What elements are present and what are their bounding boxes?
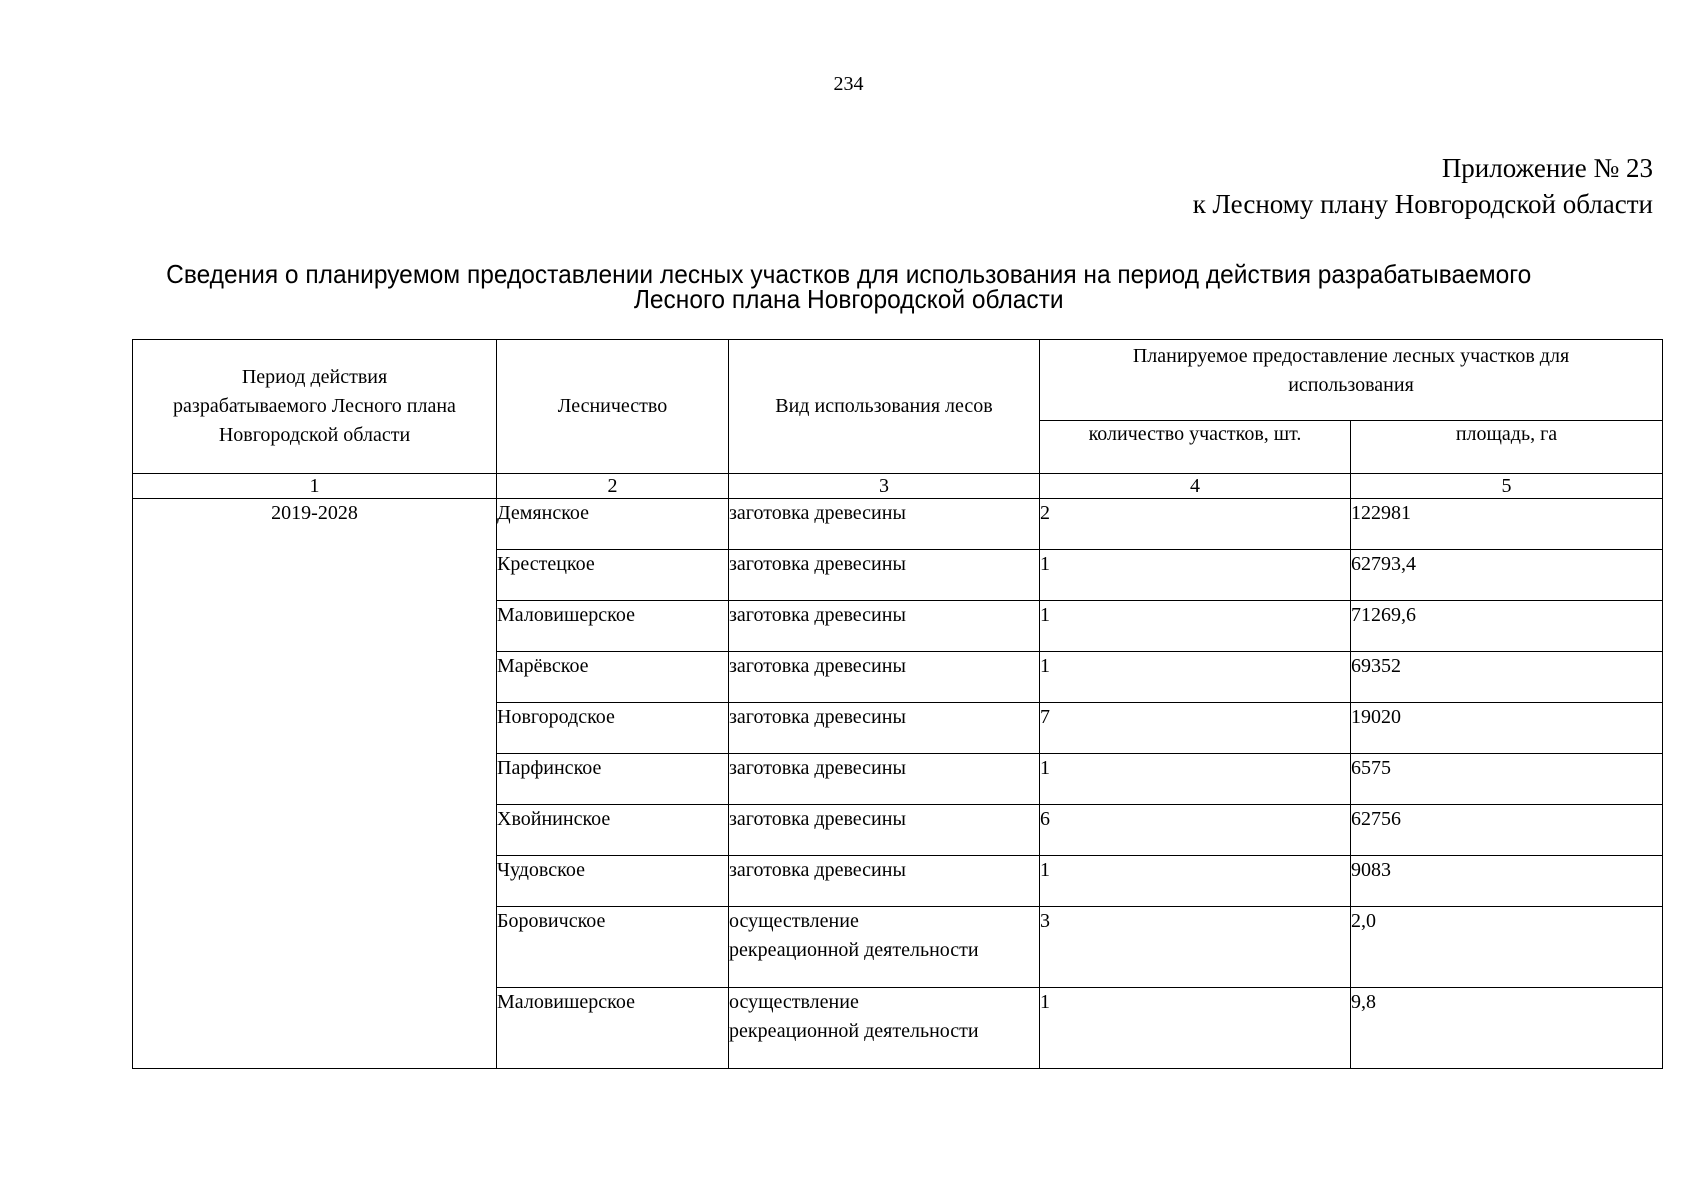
usage-cell: заготовка древесины	[729, 805, 1040, 856]
count-cell: 7	[1040, 703, 1351, 754]
forestry-cell: Чудовское	[497, 856, 729, 907]
column-number: 4	[1040, 474, 1351, 499]
forestry-cell: Хвойнинское	[497, 805, 729, 856]
usage-cell: осуществление рекреационной деятельности	[729, 988, 1040, 1069]
header-planned: Планируемое предоставление лесных участков для использования	[1040, 340, 1663, 421]
area-cell: 69352	[1351, 652, 1663, 703]
count-cell: 1	[1040, 652, 1351, 703]
appendix-line-2: к Лесному плану Новгородской области	[1192, 189, 1653, 219]
area-cell: 62756	[1351, 805, 1663, 856]
page-number: 234	[833, 73, 864, 95]
usage-cell: осуществление рекреационной деятельности	[729, 907, 1040, 988]
count-cell: 1	[1040, 988, 1351, 1069]
forestry-cell: Парфинское	[497, 754, 729, 805]
document-title	[0, 259, 1697, 314]
column-number: 3	[729, 474, 1040, 499]
forestry-cell: Демянское	[497, 499, 729, 550]
allocation-table	[132, 339, 1663, 1069]
period-cell: 2019-2028	[133, 499, 497, 1069]
area-cell: 71269,6	[1351, 601, 1663, 652]
forestry-cell: Новгородское	[497, 703, 729, 754]
area-cell: 19020	[1351, 703, 1663, 754]
count-cell: 1	[1040, 754, 1351, 805]
usage-cell: заготовка древесины	[729, 550, 1040, 601]
table-row	[133, 499, 1663, 550]
usage-cell: заготовка древесины	[729, 601, 1040, 652]
forestry-cell: Маловишерское	[497, 988, 729, 1069]
header-forestry: Лесничество	[497, 340, 729, 474]
area-cell: 2,0	[1351, 907, 1663, 988]
area-cell: 62793,4	[1351, 550, 1663, 601]
area-cell: 122981	[1351, 499, 1663, 550]
column-number: 1	[133, 474, 497, 499]
area-cell: 6575	[1351, 754, 1663, 805]
title-line-2: Лесного плана Новгородской области	[633, 284, 1064, 314]
column-number: 2	[497, 474, 729, 499]
usage-cell: заготовка древесины	[729, 703, 1040, 754]
forestry-cell: Крестецкое	[497, 550, 729, 601]
header-usage: Вид использования лесов	[729, 340, 1040, 474]
forestry-cell: Маловишерское	[497, 601, 729, 652]
usage-cell: заготовка древесины	[729, 652, 1040, 703]
forestry-cell: Боровичское	[497, 907, 729, 988]
area-cell: 9083	[1351, 856, 1663, 907]
usage-cell: заготовка древесины	[729, 856, 1040, 907]
appendix-caption	[1193, 150, 1653, 222]
count-cell: 2	[1040, 499, 1351, 550]
area-cell: 9,8	[1351, 988, 1663, 1069]
column-number-row	[133, 474, 1663, 499]
forestry-cell: Марёвское	[497, 652, 729, 703]
header-count: количество участков, шт.	[1040, 421, 1351, 474]
usage-cell: заготовка древесины	[729, 754, 1040, 805]
count-cell: 6	[1040, 805, 1351, 856]
count-cell: 1	[1040, 601, 1351, 652]
count-cell: 1	[1040, 856, 1351, 907]
title-line-1: Сведения о планируемом предоставлении лесных участков для использования на период действия разрабатываемого	[166, 259, 1532, 289]
appendix-line-1: Приложение № 23	[1441, 153, 1653, 183]
header-area: площадь, га	[1351, 421, 1663, 474]
count-cell: 1	[1040, 550, 1351, 601]
table-body	[133, 499, 1663, 1069]
usage-cell: заготовка древесины	[729, 499, 1040, 550]
header-period: Период действия разрабатываемого Лесного плана Новгородской области	[133, 340, 497, 474]
column-number: 5	[1351, 474, 1663, 499]
count-cell: 3	[1040, 907, 1351, 988]
